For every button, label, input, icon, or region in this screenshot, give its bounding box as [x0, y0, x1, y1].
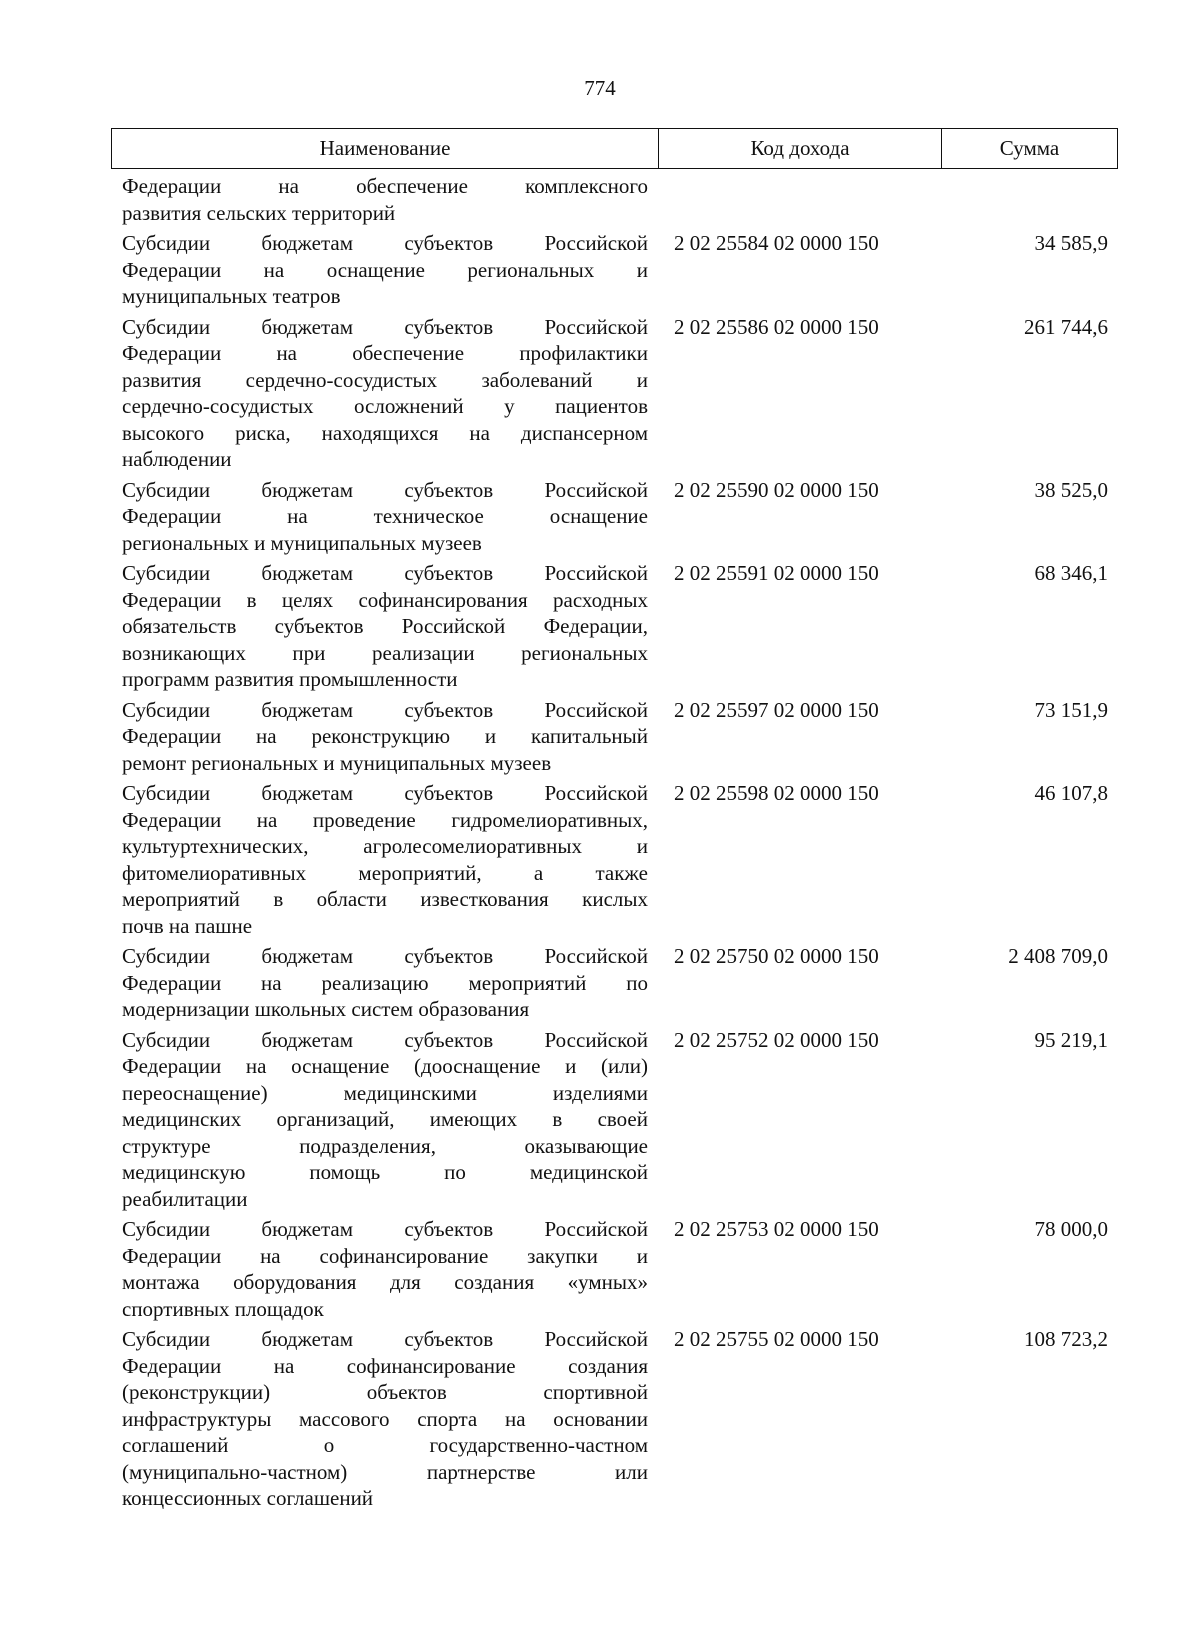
row-name-line: медицинскую помощь по медицинской [122, 1160, 648, 1184]
row-name-line: медицинских организаций, имеющих в своей [122, 1107, 648, 1131]
row-sum: 95 219,1 [1034, 1027, 1108, 1052]
table-row [122, 230, 1118, 310]
table-body [122, 173, 1118, 1516]
row-name-line: высокого риска, находящихся на диспансерном [122, 420, 648, 445]
row-income-code: 2 02 25598 02 0000 150 [674, 781, 879, 805]
row-name-line: Субсидии бюджетам субъектов Российской [122, 1027, 648, 1052]
row-name-line: Субсидии бюджетам субъектов Российской [122, 1327, 648, 1351]
row-name [122, 1027, 648, 1213]
row-name-line: Субсидии бюджетам субъектов Российской [122, 1217, 648, 1241]
row-name-line: Субсидии бюджетам субъектов Российской [122, 944, 648, 968]
row-name-line: возникающих при реализации региональных [122, 640, 648, 665]
row-name-line: Федерации в целях софинансирования расходных [122, 587, 648, 612]
row-name-line: Федерации на софинансирование создания [122, 1353, 648, 1378]
row-name [122, 560, 648, 693]
table-row [122, 1326, 1118, 1512]
row-name [122, 697, 648, 777]
row-name-line: почв на пашне [122, 913, 253, 938]
row-income-code: 2 02 25752 02 0000 150 [674, 1027, 879, 1052]
row-sum: 38 525,0 [1034, 477, 1108, 502]
row-name-line: Федерации на софинансирование закупки и [122, 1243, 648, 1268]
row-name-line: Федерации на оснащение региональных и [122, 257, 648, 282]
table-header [111, 128, 1118, 169]
row-name-line: модернизации школьных систем образования [122, 997, 530, 1021]
row-name-line: Федерации на проведение гидромелиоративных, [122, 807, 648, 832]
row-name-line: соглашений о государственно-частном [122, 1433, 648, 1457]
row-sum: 2 408 709,0 [1008, 944, 1108, 968]
table-row [122, 697, 1118, 777]
row-sum: 73 151,9 [1034, 697, 1108, 722]
table-row [122, 314, 1118, 473]
row-sum: 78 000,0 [1034, 1217, 1108, 1241]
row-name-line: Федерации на реконструкцию и капитальный [122, 724, 648, 748]
row-name-line: Субсидии бюджетам субъектов Российской [122, 314, 648, 339]
row-name-line: ремонт региональных и муниципальных музеев [122, 750, 552, 775]
table-row [122, 173, 1118, 226]
row-name-line: развития сельских территорий [122, 200, 396, 225]
row-name-line: мероприятий в области известкования кислых [122, 887, 648, 911]
row-sum: 108 723,2 [1024, 1327, 1108, 1351]
row-name-line: Субсидии бюджетам субъектов Российской [122, 231, 648, 255]
row-income-code: 2 02 25586 02 0000 150 [674, 314, 879, 339]
row-income-code: 2 02 25597 02 0000 150 [674, 697, 879, 722]
row-name-line: структуре подразделения, оказывающие [122, 1133, 648, 1158]
row-sum: 261 744,6 [1024, 314, 1108, 339]
table-row [122, 477, 1118, 557]
page-number: 774 [584, 76, 616, 100]
row-name-line: Федерации на обеспечение комплексного [122, 174, 648, 198]
row-sum: 68 346,1 [1034, 561, 1108, 585]
row-name-line: (реконструкции) объектов спортивной [122, 1380, 648, 1404]
table-row [122, 560, 1118, 693]
row-sum: 34 585,9 [1034, 231, 1108, 255]
row-name [122, 230, 648, 310]
row-name-line: фитомелиоративных мероприятий, а также [122, 860, 648, 885]
row-name [122, 173, 648, 226]
row-name-line: обязательств субъектов Российской Федерации, [122, 614, 648, 638]
row-name-line: концессионных соглашений [122, 1486, 374, 1510]
header-sum: Сумма [999, 136, 1060, 160]
row-name [122, 780, 648, 939]
header-name: Наименование [112, 129, 659, 168]
row-name-line: спортивных площадок [122, 1296, 324, 1321]
row-name-line: культуртехнических, агролесомелиоративных и [122, 834, 648, 858]
row-income-code: 2 02 25755 02 0000 150 [674, 1327, 879, 1351]
row-name-line: программ развития промышленности [122, 667, 458, 691]
row-name-line: Федерации на техническое оснащение [122, 504, 648, 528]
row-name-line: реабилитации [122, 1186, 248, 1211]
row-name [122, 314, 648, 473]
row-name-line: наблюдении [122, 447, 232, 471]
row-income-code: 2 02 25584 02 0000 150 [674, 231, 879, 255]
row-income-code: 2 02 25750 02 0000 150 [674, 944, 879, 968]
row-name-line: Субсидии бюджетам субъектов Российской [122, 561, 648, 585]
row-name-line: монтажа оборудования для создания «умных» [122, 1270, 648, 1294]
row-sum: 46 107,8 [1034, 781, 1108, 805]
table-row [122, 943, 1118, 1023]
row-name-line: переоснащение) медицинскими изделиями [122, 1080, 648, 1105]
row-name [122, 943, 648, 1023]
row-income-code: 2 02 25753 02 0000 150 [674, 1217, 879, 1241]
row-income-code: 2 02 25590 02 0000 150 [674, 477, 879, 502]
row-name-line: инфраструктуры массового спорта на основании [122, 1406, 648, 1431]
row-name-line: Субсидии бюджетам субъектов Российской [122, 477, 648, 502]
row-name-line: Федерации на оснащение (дооснащение и (или) [122, 1054, 648, 1078]
row-name-line: региональных и муниципальных музеев [122, 530, 482, 555]
row-name-line: Федерации на реализацию мероприятий по [122, 970, 648, 995]
row-name [122, 1216, 648, 1322]
row-name-line: Субсидии бюджетам субъектов Российской [122, 697, 648, 722]
table-row [122, 1216, 1118, 1322]
row-name [122, 477, 648, 557]
row-name-line: (муниципально-частном) партнерстве или [122, 1459, 648, 1484]
row-name-line: Федерации на обеспечение профилактики [122, 341, 648, 365]
row-name-line: развития сердечно-сосудистых заболеваний и [122, 367, 648, 392]
row-name-line: муниципальных театров [122, 284, 341, 308]
row-income-code: 2 02 25591 02 0000 150 [674, 561, 879, 585]
row-name [122, 1326, 648, 1512]
row-name-line: сердечно-сосудистых осложнений у пациентов [122, 394, 648, 418]
table-row [122, 780, 1118, 939]
header-income-code: Код дохода [659, 129, 942, 168]
row-name-line: Субсидии бюджетам субъектов Российской [122, 781, 648, 805]
table-row [122, 1027, 1118, 1213]
